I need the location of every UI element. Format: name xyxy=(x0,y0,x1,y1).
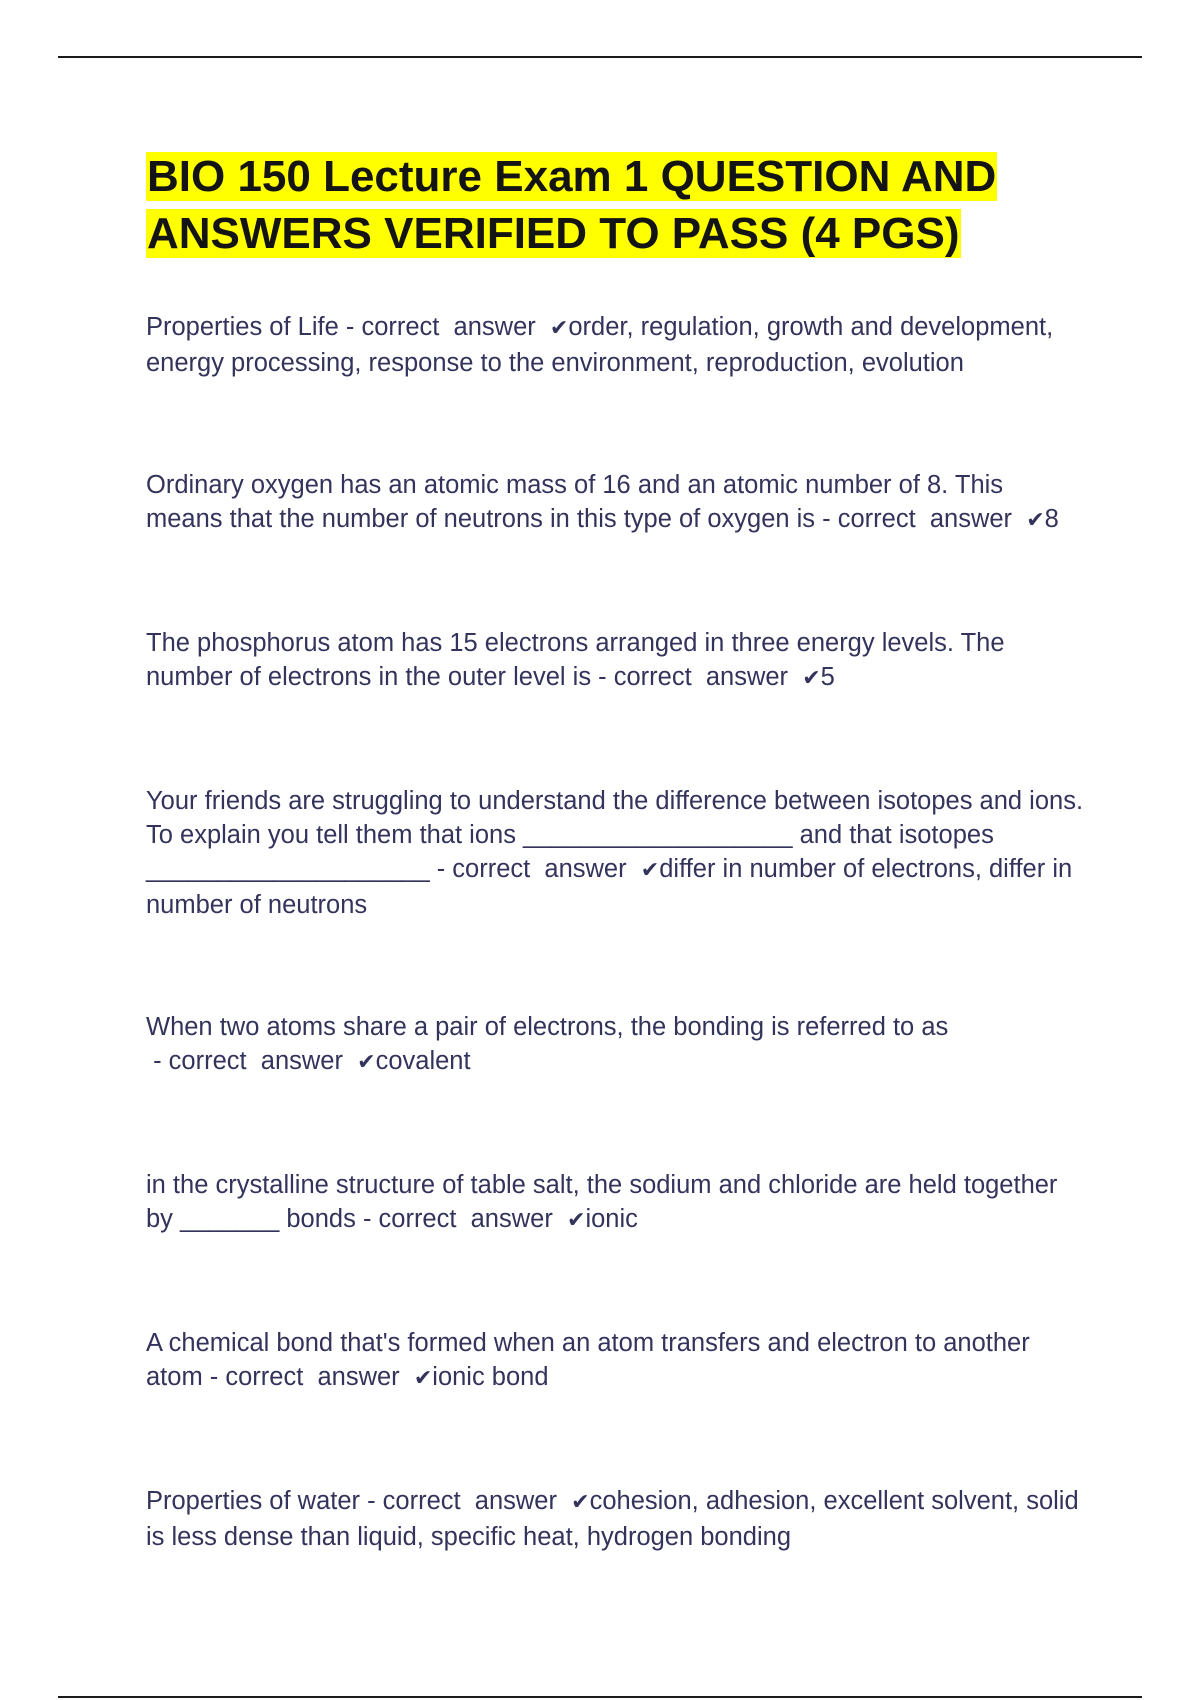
answer-marker: - correct answer xyxy=(429,855,641,883)
answer-marker: - correct answer xyxy=(355,1205,567,1233)
answer-text: order, regulation, growth and development, energy processing, response to the environment, reproduction, evolution xyxy=(146,313,1054,377)
qa-item xyxy=(146,468,1086,538)
qa-item xyxy=(146,1326,1086,1396)
check-icon: ✔ xyxy=(413,1366,433,1391)
qa-item xyxy=(146,626,1086,696)
answer-text: cohesion, adhesion, excellent solvent, solid is less dense than liquid, specific heat, hydrogen bonding xyxy=(146,1487,1079,1551)
qa-item xyxy=(146,1010,1086,1080)
answer-text: 5 xyxy=(820,663,835,691)
question-text: Properties of water xyxy=(146,1487,361,1515)
document-title xyxy=(146,148,1086,262)
check-icon: ✔ xyxy=(640,858,660,883)
answer-marker: - correct answer xyxy=(202,1363,414,1391)
answer-marker: - correct answer xyxy=(591,663,803,691)
answer-marker: - correct answer xyxy=(815,505,1027,533)
qa-item xyxy=(146,784,1086,922)
qa-item xyxy=(146,310,1086,380)
answer-marker: - correct answer xyxy=(360,1487,572,1515)
question-text: A chemical bond that's formed when an atom transfers and electron to another atom xyxy=(146,1329,1030,1391)
question-text: Ordinary oxygen has an atomic mass of 16 and an atomic number of 8. This means that the number of neutrons in this type of oxygen is xyxy=(146,471,1004,533)
check-icon: ✔ xyxy=(549,316,569,341)
footer-rule xyxy=(58,1696,1142,1698)
qa-item xyxy=(146,1484,1086,1554)
question-text: The phosphorus atom has 15 electrons arranged in three energy levels. The number of electrons in the outer level is xyxy=(146,629,1005,691)
question-text: in the crystalline structure of table salt, the sodium and chloride are held together by _______ bonds xyxy=(146,1171,1058,1233)
answer-text: 8 xyxy=(1044,505,1059,533)
answer-marker: - correct answer xyxy=(338,313,550,341)
qa-item xyxy=(146,1168,1086,1238)
document-body xyxy=(146,148,1086,1554)
question-text: When two atoms share a pair of electrons, the bonding is referred to as xyxy=(146,1013,949,1041)
qa-list xyxy=(146,310,1086,1554)
check-icon: ✔ xyxy=(357,1050,376,1075)
answer-text: covalent xyxy=(375,1047,471,1075)
check-icon: ✔ xyxy=(802,666,821,691)
check-icon: ✔ xyxy=(571,1490,590,1515)
answer-text: ionic bond xyxy=(432,1363,549,1391)
title-highlight: BIO 150 Lecture Exam 1 QUESTION AND ANSWERS VERIFIED TO PASS (4 PGS) xyxy=(147,152,997,258)
header-rule xyxy=(58,56,1142,58)
question-text: Your friends are struggling to understand the difference between isotopes and ions. To explain you tell them that ions ___________________ and that isotopes ____________________ xyxy=(146,787,1084,883)
answer-text: differ in number of electrons, differ in number of neutrons xyxy=(146,855,1073,919)
answer-text: ionic xyxy=(585,1205,638,1233)
answer-marker: - correct answer xyxy=(146,1047,358,1075)
check-icon: ✔ xyxy=(1026,508,1045,533)
question-text: Properties of Life xyxy=(146,313,339,341)
check-icon: ✔ xyxy=(567,1208,586,1233)
